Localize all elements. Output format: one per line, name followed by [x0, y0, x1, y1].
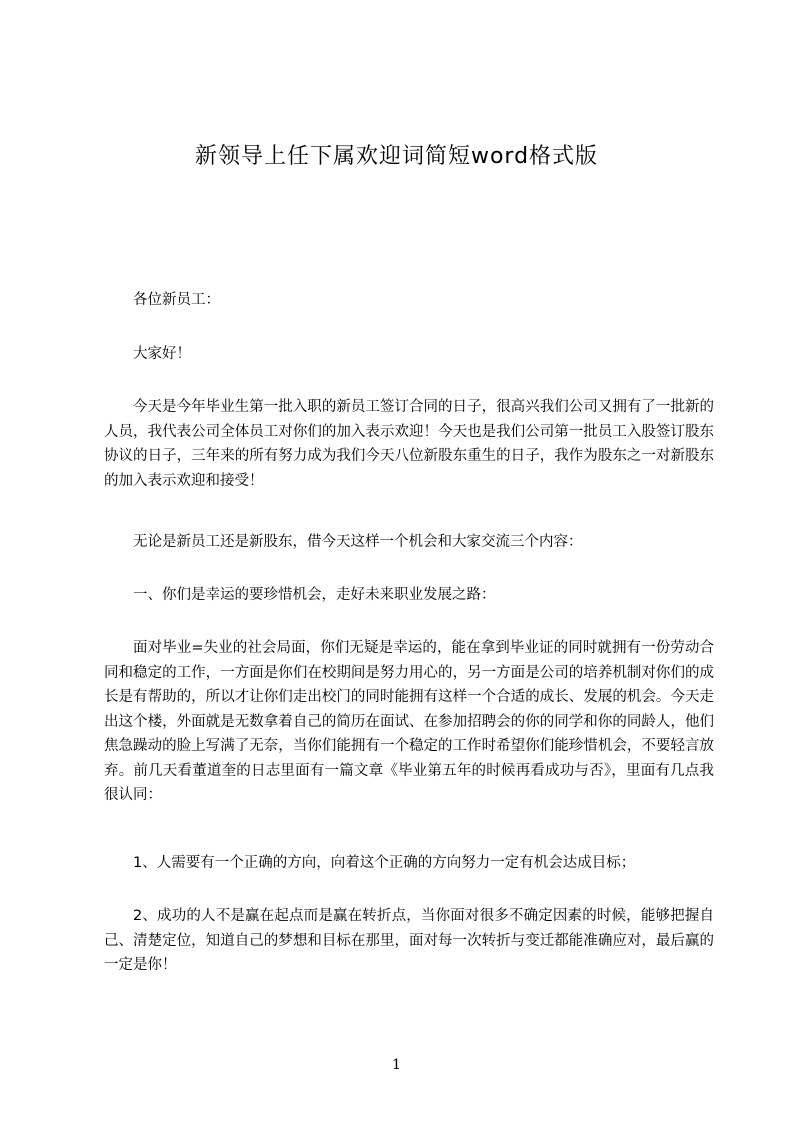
paragraph-section-one-body: 面对毕业=失业的社会局面，你们无疑是幸运的，能在拿到毕业证的同时就拥有一份劳动合同和稳定的工作，一方面是你们在校期间是努力用心的，另一方面是公司的培养机制对你们的成长是有帮助的，所以才让你们走出校门的同时能拥有这样一个合适的成长、发展的机会。今天走出这个楼，外面就是无数拿着自己的简历在面试、在参加招聘会的你的同学和你的同龄人，他们焦急躁动的脸上写满了无奈，当你们能拥有一个稳定的工作时希望你们能珍惜机会，不要轻言放弃。前几天看董道奎的日志里面有一篇文章《毕业第五年的时候再看成功与否》，里面有几点我很认同：: [104, 640, 714, 803]
paragraph-greeting: 大家好！: [133, 346, 191, 362]
paragraph-point-one: 1、人需要有一个正确的方向，向着这个正确的方向努力一定有机会达成目标；: [133, 855, 636, 871]
paragraph-point-two: 2、成功的人不是赢在起点而是赢在转折点，当你面对很多不确定因素的时候，能够把握自己、清楚定位，知道自己的梦想和目标在那里，面对每一次转折与变迁都能准确应对，最后赢的一定是你！: [104, 908, 714, 973]
paragraph-salutation: 各位新员工：: [133, 292, 220, 308]
paragraph-topics: 无论是新员工还是新股东，借今天这样一个机会和大家交流三个内容：: [133, 534, 583, 550]
paragraph-section-one-heading: 一、你们是幸运的要珍惜机会，走好未来职业发展之路：: [133, 587, 496, 603]
document-title: 新领导上任下属欢迎词简短word格式版: [194, 144, 599, 169]
page-number: 1: [392, 1057, 401, 1073]
paragraph-intro: 今天是今年毕业生第一批入职的新员工签订合同的日子，很高兴我们公司又拥有了一批新的人员，我代表公司全体员工对你们的加入表示欢迎！今天也是我们公司第一批员工入股签订股东协议的日子，三年来的所有努力成为我们今天八位新股东重生的日子，我作为股东之一对新股东的加入表示欢迎和接受！: [104, 399, 714, 489]
